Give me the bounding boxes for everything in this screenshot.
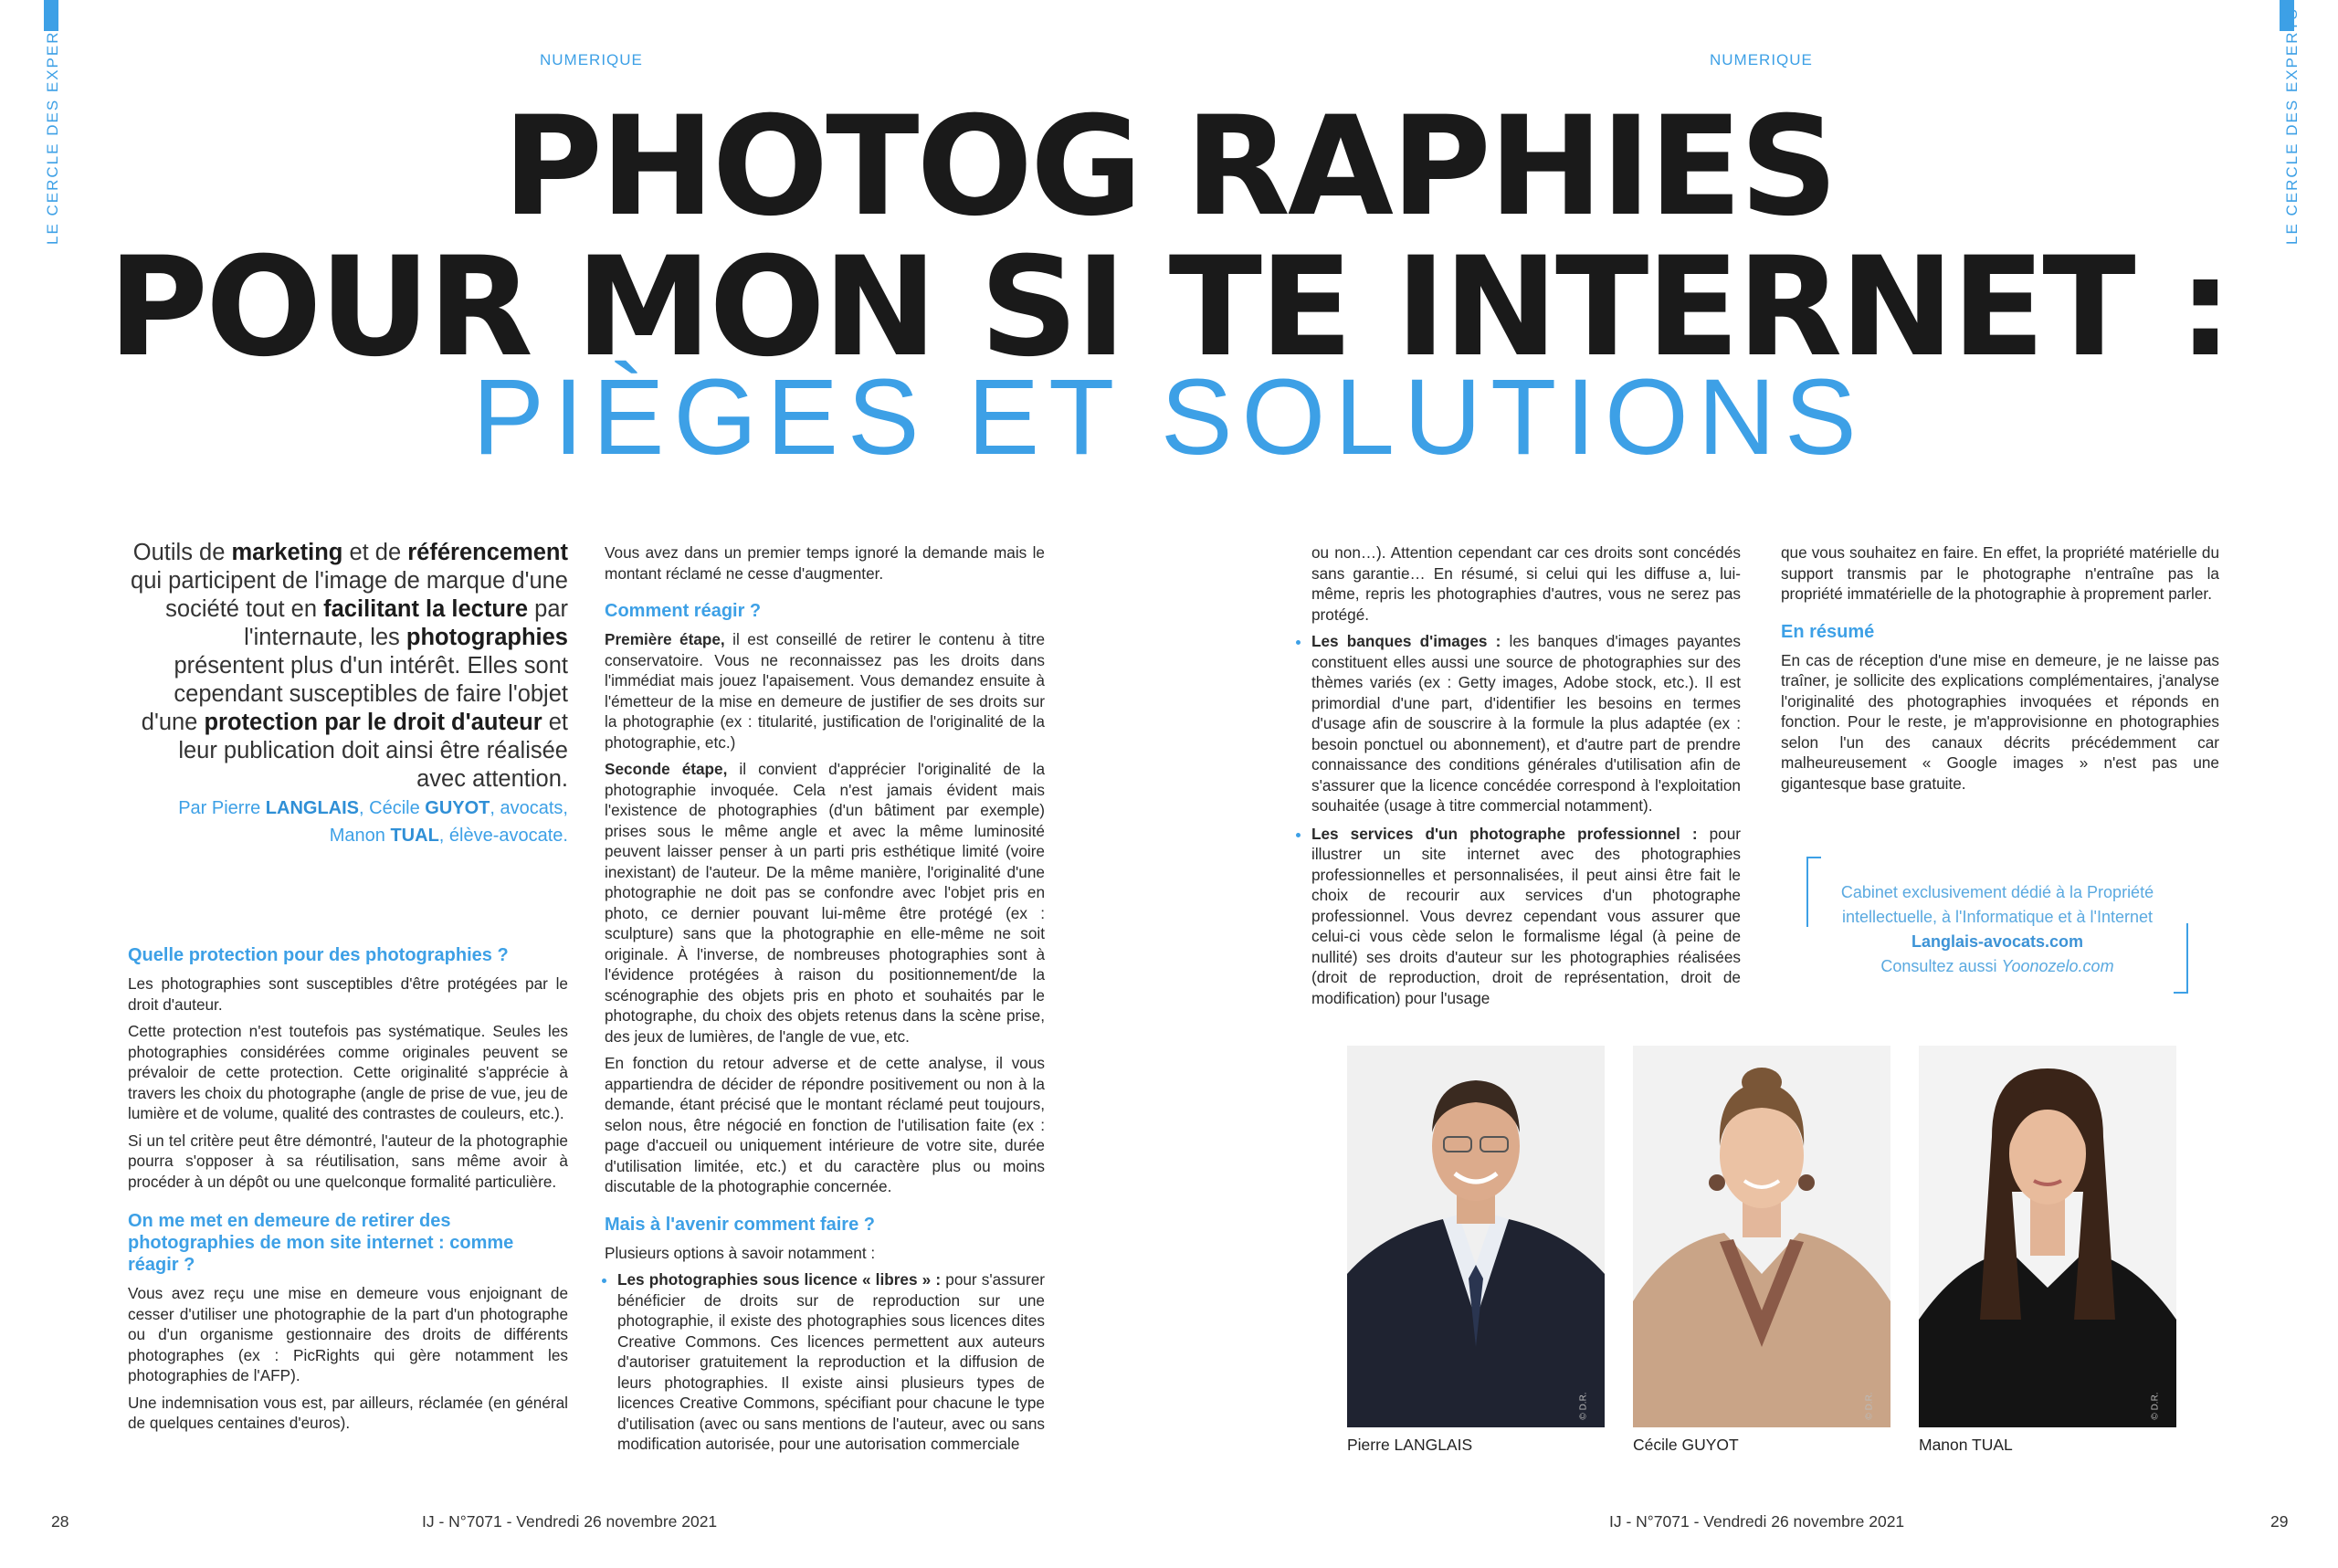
paragraph: Première étape, il est conseillé de retirer le contenu à titre conservatoire. Vous ne reconnaissez pas les droits dans l'immédiat mais jouez l'apaisement. Vous demandez ensuite à l'émetteur de la mise en demeure de justifier de ses droits sur la photographie (ex : titularité, justification de l'originalité de la photographie, etc.): [605, 630, 1046, 752]
paragraph: Plusieurs options à savoir notamment :: [605, 1243, 876, 1262]
list-item: • Les services d'un photographe professionnel : pour illustrer un site internet avec des photographies professionnelles et personnalisées, il peut ainsi être fait le choix de recourir aux services d'un photographe professionnel. Vous devrez cependant vous assurer que celui-ci vous cède selon le formalisme légal (à peine de nullité) ses droits d'auteur sur les photographies réalisées (droit de reproduction, droit de représentation, droit de modification) pour l'usage: [1311, 824, 1741, 1009]
box-corner-top-left: [1806, 857, 1821, 927]
portrait-cecile-guyot: [1633, 1046, 1890, 1427]
photo-credit: © D.R.: [1864, 1392, 1875, 1420]
page-number-left: 28: [51, 1512, 69, 1531]
rubric-right: NUMERIQUE: [1710, 51, 1813, 68]
caption-pierre: Pierre LANGLAIS: [1347, 1436, 1473, 1454]
paragraph: En cas de réception d'une mise en demeure, je ne laisse pas traîner, je sollicite des explications complémentaires, j'analyse l'originalité des photographies invoquées et réponds en fonction. Pour le reste, je m'approvisionne en photographies selon l'un des canaux décrits précédemment car malheureusement « Google images » n'est pas une gigantesque base gratuite.: [1781, 650, 2219, 793]
headline-line-2: POUR MON SI TE INTERNET :: [108, 228, 2230, 387]
box-also: Consultez aussi Yoonozelo.com: [1880, 957, 2114, 975]
paragraph: ou non…). Attention cependant car ces droits sont concédés sans garantie… En résumé, si celui qui les diffuse a, lui-même, repris les photographies d'autres, vous ne serez pas protégé.: [1311, 543, 1741, 624]
firm-website-link[interactable]: Langlais-avocats.com: [1911, 932, 2084, 951]
portrait-pierre-langlais: [1347, 1046, 1605, 1427]
side-label-right: LE CERCLE DES EXPERTS: [2283, 7, 2301, 245]
heading-mise-en-demeure: On me met en demeure de retirer des photographies de mon site internet : comme réagir ?: [128, 1211, 514, 1275]
column-3: [1311, 542, 1741, 1016]
column-1: [128, 928, 568, 1440]
intro-paragraph: Outils de marketing et de référencement qui participent de l'image de marque d'une société tout en facilitant la lecture par l'internaute, les photographies présentent plus d'un intérêt. Elles sont cependant susceptibles de faire l'objet d'une protection par le droit d'auteur et leur publication doit ainsi être réalisée avec attention.: [131, 540, 568, 792]
paragraph: Cette protection n'est toutefois pas systématique. Seules les photographies considérées comme originales peuvent se prévaloir de cette protection. Cette originalité s'apprécie à travers les choix du photographe (angle de prise de vue, jeu de lumière et de volume, qualité des contrastes de couleurs, etc.).: [128, 1022, 568, 1122]
heading-a-lavenir: Mais à l'avenir comment faire ?: [605, 1214, 875, 1235]
box-corner-bottom-right: [2174, 923, 2188, 994]
paragraph: Si un tel critère peut être démontré, l'auteur de la photographie pourra s'opposer à sa réutilisation, sans même avoir à procéder à un dépôt ou une quelconque formalité particulière.: [128, 1131, 568, 1191]
paragraph: Seconde étape, il convient d'apprécier l'originalité de la photographie invoquée. Cela n'est jamais évident mais l'existence de photographies (d'un bâtiment par exemple) prises sous le même angle et avec la même luminosité peuvent laisser penser à un parti pris esthétique limité (voire inexistant) de l'auteur. De la même manière, l'originalité d'une photographie ne doit pas se confondre avec l'objet pris en photo, ce dernier pouvant lui-même être protégé (ex : sculpture) sans que la photographie en elle-même ne soit originale. À l'inverse, de nombreuses photographies sont à l'évidence protégées à raison du positionnement/de la scénographie des objets pris en photo et souhaités par le photographe, du choix des objets retenus dans la scène prise, des jeux de lumières, de l'angle de vue, etc.: [605, 760, 1045, 1046]
paragraph: En fonction du retour adverse et de cette analyse, il vous appartiendra de décider de répondre positivement ou non à la demande, étant précisé que le montant réclamé peut toujours, selon nous, être négocié en fonction de l'utilisation faite (ex : page d'accueil ou uniquement intérieure de votre site, durée d'utilisation limitée, etc.) et du caractère plus ou moins discutable de la photographie concernée.: [605, 1054, 1045, 1195]
heading-comment-reagir: Comment réagir ?: [605, 601, 762, 621]
list-item: • Les banques d'images : les banques d'images payantes constituent elles aussi une source de photographies sur des thèmes variés (ex : Getty images, Adobe stock, etc.). Il est primordial d'une part, d'identifier les besoins en termes d'usage afin de souscrire à la formule la plus adaptée (ex : besoin ponctuel ou abonnement), et d'autre part de prendre connaissance des conditions générales d'utilisation afin de s'assurer que la licence concédée correspond à l'exploitation souhaitée (usage à titre commercial notamment).: [1311, 631, 1741, 816]
footer-issue-right: IJ - N°7071 - Vendredi 26 novembre 2021: [1609, 1512, 1905, 1531]
portrait-manon-tual: [1919, 1046, 2176, 1427]
byline: Par Pierre LANGLAIS, Cécile GUYOT, avocats, Manon TUAL, élève-avocate.: [178, 798, 568, 846]
rubric-left: NUMERIQUE: [540, 51, 643, 68]
caption-cecile: Cécile GUYOT: [1633, 1436, 1739, 1454]
page-number-right: 29: [2270, 1512, 2289, 1531]
heading-protection: Quelle protection pour des photographies ?: [128, 945, 509, 965]
paragraph: Vous avez reçu une mise en demeure vous enjoignant de cesser d'utiliser une photographie de la part d'un photographe ou d'un organisme gestionnaire des droits de différents photographes (ex : PicRights qui gère notamment les photographies de l'AFP).: [128, 1284, 568, 1384]
caption-manon: Manon TUAL: [1919, 1436, 2013, 1454]
column-4: [1781, 542, 2219, 800]
firm-info-box: [1806, 857, 2188, 994]
photo-credit: © D.R.: [2150, 1392, 2161, 1420]
yoonozelo-link[interactable]: Yoonozelo.com: [2001, 957, 2114, 975]
headline-subtitle: PIÈGES ET SOLUTIONS: [472, 357, 1866, 478]
paragraph: Vous avez dans un premier temps ignoré la demande mais le montant réclamé ne cesse d'augmenter.: [605, 543, 1045, 583]
headline-line-1: PHOTOG RAPHIES: [502, 88, 1836, 247]
box-line-1: Cabinet exclusivement dédié à la Propriété: [1840, 883, 2154, 901]
heading-en-resume: En résumé: [1781, 621, 1875, 642]
photo-credit: © D.R.: [1578, 1392, 1589, 1420]
box-line-2: intellectuelle, à l'Informatique et à l'Internet: [1841, 908, 2154, 926]
side-label-left: LE CERCLE DES EXPERTS: [44, 7, 61, 245]
paragraph: Une indemnisation vous est, par ailleurs, réclamée (en général de quelques centaines d'euros).: [128, 1393, 568, 1432]
paragraph: Les photographies sont susceptibles d'être protégées par le droit d'auteur.: [128, 974, 568, 1014]
footer-issue-left: IJ - N°7071 - Vendredi 26 novembre 2021: [422, 1512, 718, 1531]
paragraph: que vous souhaitez en faire. En effet, la propriété matérielle du support transmis par le photographe n'entraîne pas la propriété immatérielle de la photographie à proprement parler.: [1781, 543, 2219, 603]
list-item: • Les photographies sous licence « libres » : pour s'assurer bénéficier de droits sur de reproduction sur une photographie, il existe des photographies sous licences dites Creative Commons. Ces licences permettent aux auteurs d'autoriser gratuitement la reproduction et la diffusion de leurs photographies. Il existe ainsi plusieurs types de licences Creative Commons, spécifiant pour chacune le type d'utilisation (avec ou sans mentions de l'auteur, avec ou sans modification autorisée, pour une autorisation commerciale: [617, 1269, 1045, 1455]
column-2: [605, 542, 1045, 1462]
